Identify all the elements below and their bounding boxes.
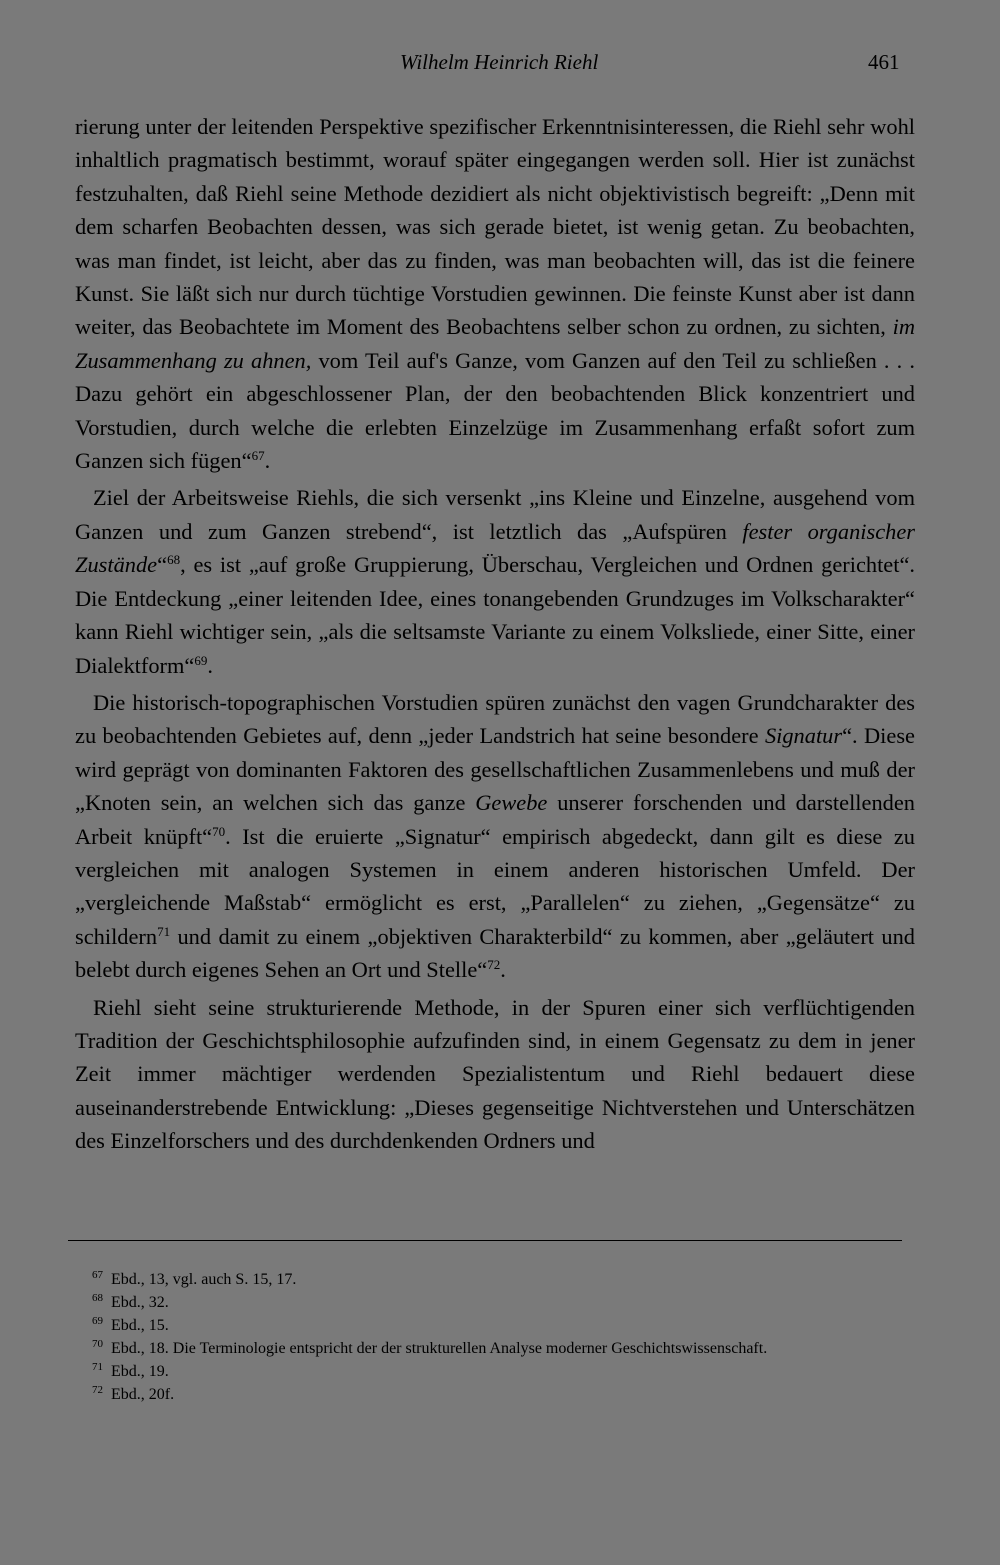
text-run: Riehl sieht seine strukturierende Methode, in der Spuren einer sich verflüchtigenden Tradition der Geschichtsphilosophie aufzufinden sind, in einem Gegensatz zu dem in jener Zeit immer mächtiger werdenden Spezialistentum und Riehl bedauert diese auseinanderstrebende Entwicklung: „Dieses gegenseitige Nichtverstehen und Unterschätzen des Einzelforschers und des durchdenkenden Ordners und — [75, 994, 915, 1154]
footnote-text: Ebd., 13, vgl. auch S. 15, 17. — [111, 1271, 297, 1288]
footnote-ref: 67 — [251, 448, 265, 464]
footnote-ref: 72 — [487, 957, 501, 973]
running-head — [0, 44, 1000, 84]
text-run: Die historisch-topographischen Vorstudien spüren zunächst den vagen Grundcharakter des zu beobachtenden Gebietes auf, denn „jeder Landstrich hat seine besondere — [75, 689, 915, 749]
text-run: Ziel der Arbeitsweise Riehls, die sich versenkt „ins Kleine und Einzelne, ausgehend vom Ganzen und zum Ganzen strebend“, ist letztlich das „Aufspüren — [75, 485, 915, 544]
footnote: 69 Ebd., 15. — [92, 1315, 169, 1334]
footnote: 71 Ebd., 19. — [92, 1361, 169, 1380]
text-run: und damit zu einem „objektiven Charakterbild“ zu kommen, aber „geläutert und belebt durch eigenes Sehen an Ort und Stelle“ — [75, 923, 915, 983]
footnote: 72 Ebd., 20f. — [92, 1384, 175, 1403]
footnotes — [75, 1268, 910, 1406]
footnote: 67 Ebd., 13, vgl. auch S. 15, 17. — [92, 1269, 297, 1288]
text-run: rierung unter der leitenden Perspektive spezifischer Erkenntnisinteressen, die Riehl sehr wohl inhaltlich pragmatisch bestimmt, worauf später eingegangen werden soll. Hier ist zunächst festzuhalten, daß Riehl seine Methode dezidiert als nicht objektivistisch begreift: „Denn mit dem scharfen Beobachten dessen, was sich gerade bietet, ist wenig getan. Zu beobachten, was man findet, ist leicht, aber das zu finden, was man beobachten will, das ist die feinere Kunst. Sie läßt sich nur durch tüchtige Vorstudien gewinnen. Die feinste Kunst aber ist dann weiter, das Beobachtete im Moment des Beobachtens selber schon zu ordnen, zu sichten, — [75, 114, 915, 340]
italic-text: im Zusammenhang zu ahnen, — [75, 314, 915, 373]
footnote-ref: 68 — [167, 552, 181, 568]
text-run: unserer forschenden und darstellenden Arbeit knüpft“ — [75, 790, 915, 849]
text-run: . — [500, 957, 506, 983]
text-run: “. Diese wird geprägt von dominanten Faktoren des gesellschaftlichen Zusammenlebens und muß der „Knoten sein, an welchen sich das ganze — [75, 723, 915, 816]
text-run: “ — [157, 552, 168, 578]
text-run: , es ist „auf große Gruppierung, Überschau, Vergleichen und Ordnen gerichtet“. Die Entdeckung „einer leitenden Idee, eines tonangebenden Grundzuges im Volkscharakter“ kann Riehl wichtiger sein, „als die seltsamste Variante zu einem Volksliede, einer Sitte, einer Dialektform“ — [75, 552, 915, 678]
footnote: 68 Ebd., 32. — [92, 1292, 169, 1311]
text-run: vom Teil auf's Ganze, vom Ganzen auf den Teil zu schließen . . . Dazu gehört ein abgeschlossener Plan, der den beobachtenden Blick konzentriert und Vorstudien, durch welche die erlebten Einzelzüge im Zusammenhang erfaßt sofort zum Ganzen sich fügen“ — [75, 347, 916, 474]
footnote-ref: 69 — [194, 652, 208, 668]
body-text — [75, 110, 915, 1158]
running-title: Wilhelm Heinrich Riehl — [400, 50, 599, 74]
italic-text: Gewebe — [475, 790, 548, 816]
footnote-ref: 71 — [157, 923, 171, 939]
text-run: . — [264, 448, 271, 474]
footnote-separator — [68, 1240, 902, 1241]
paragraph — [75, 481, 915, 681]
paragraph — [75, 991, 915, 1158]
paragraph — [75, 686, 915, 987]
italic-text: fester organischer Zustände — [75, 518, 915, 578]
footnote-text: Ebd., 15. — [111, 1317, 169, 1334]
footnote-ref: 70 — [212, 823, 226, 839]
text-run: . Ist die eruierte „Signatur“ empirisch abgedeckt, dann gilt es diese zu vergleichen mit analogen Systemen in einem anderen historischen Umfeld. Der „vergleichende Maßstab“ ermöglicht es erst, „Parallelen“ zu ziehen, „Gegensätze“ zu schildern — [75, 823, 915, 949]
text-run: . — [207, 652, 213, 678]
footnote-text: Ebd., 18. Die Terminologie entspricht der der strukturellen Analyse moderner Geschichtswissenschaft. — [111, 1340, 768, 1357]
footnote-text: Ebd., 19. — [111, 1363, 169, 1380]
footnote: 70 Ebd., 18. Die Terminologie entspricht der der strukturellen Analyse moderner Geschichtswissenschaft. — [92, 1338, 768, 1357]
footnote-text: Ebd., 20f. — [111, 1386, 175, 1403]
page-number: 461 — [868, 50, 900, 74]
italic-text: Signatur — [764, 723, 843, 749]
paragraph — [75, 110, 915, 477]
footnote-text: Ebd., 32. — [111, 1294, 169, 1311]
